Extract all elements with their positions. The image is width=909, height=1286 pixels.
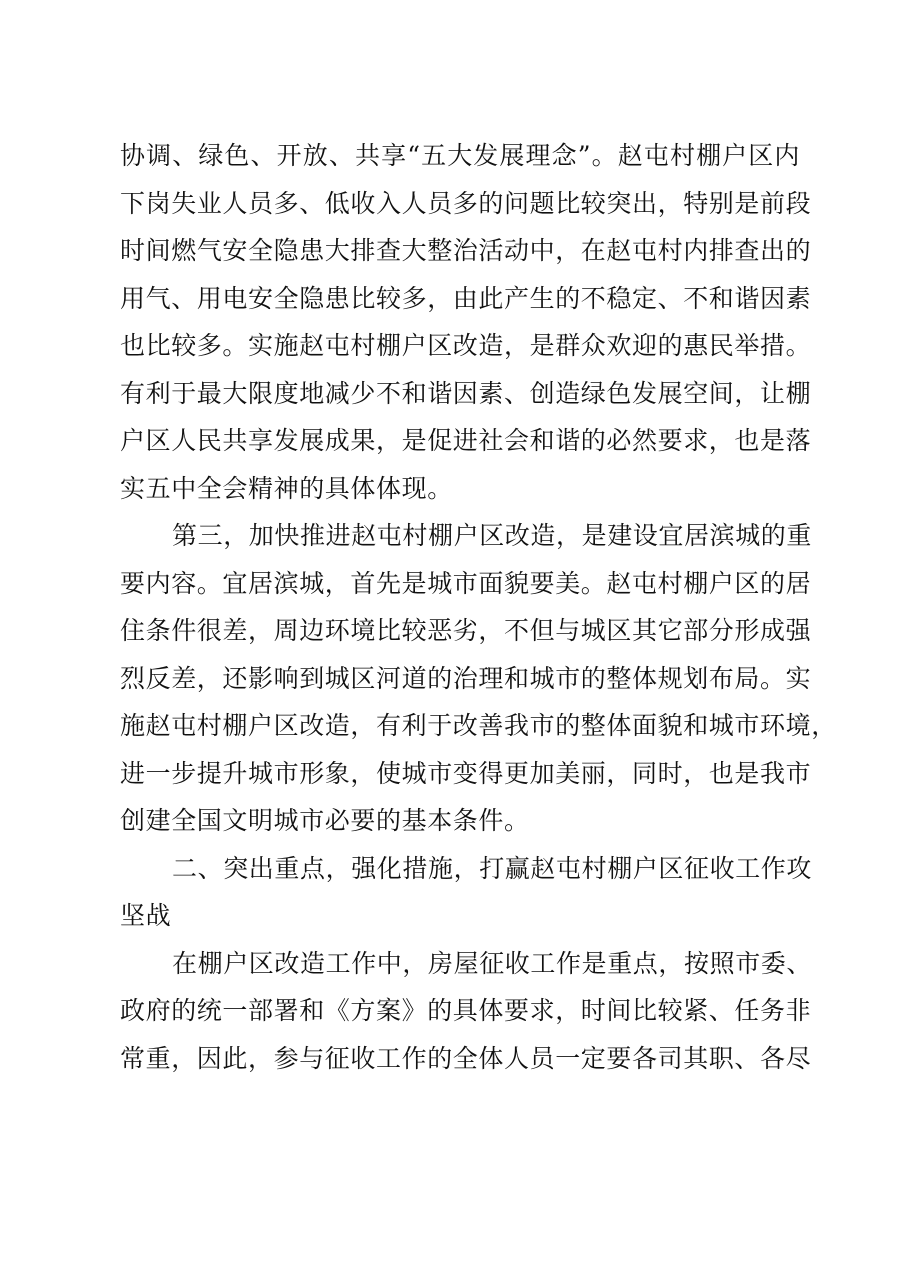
text-line: 有利于最大限度地减少不和谐因素、创造绿色发展空间，让棚 (120, 378, 812, 408)
text-line: 要内容。宜居滨城，首先是城市面貌要美。赵屯村棚户区的居 (120, 568, 812, 598)
text-line: 户区人民共享发展成果，是促进社会和谐的必然要求，也是落 (120, 426, 812, 455)
text-line: 实五中全会精神的具体体现。 (120, 473, 453, 503)
text-line: 时间燃气安全隐患大排查大整治活动中，在赵屯村内排查出的 (120, 236, 812, 265)
section-heading-continued: 坚战 (120, 901, 172, 930)
text-line: 施赵屯村棚户区改造，有利于改善我市的整体面貌和城市环境， (120, 711, 837, 740)
section-heading: 二、突出重点，强化措施，打赢赵屯村棚户区征收工作攻 (172, 853, 813, 883)
text-line: 下岗失业人员多、低收入人员多的问题比较突出，特别是前段 (120, 188, 812, 218)
text-line: 也比较多。实施赵屯村棚户区改造，是群众欢迎的惠民举措。 (120, 331, 812, 360)
text-line: 协调、绿色、开放、共享“五大发展理念”。赵屯村棚户区内 (120, 141, 800, 170)
paragraph-first-line: 第三，加快推进赵屯村棚户区改造，是建设宜居滨城的重 (172, 521, 813, 550)
text-line: 创建全国文明城市必要的基本条件。 (120, 806, 530, 835)
text-line: 常重，因此，参与征收工作的全体人员一定要各司其职、各尽 (120, 1043, 812, 1073)
paragraph-first-line: 在棚户区改造工作中，房屋征收工作是重点，按照市委、 (172, 948, 813, 978)
text-line: 政府的统一部署和《方案》的具体要求，时间比较紧、任务非 (120, 996, 812, 1025)
body-text (120, 132, 837, 1082)
text-line: 住条件很差，周边环境比较恶劣，不但与城区其它部分形成强 (120, 616, 812, 645)
text-line: 烈反差，还影响到城区河道的治理和城市的整体规划布局。实 (120, 663, 812, 693)
text-line: 进一步提升城市形象，使城市变得更加美丽，同时，也是我市 (120, 758, 812, 788)
text-line: 用气、用电安全隐患比较多，由此产生的不稳定、不和谐因素 (120, 283, 812, 313)
